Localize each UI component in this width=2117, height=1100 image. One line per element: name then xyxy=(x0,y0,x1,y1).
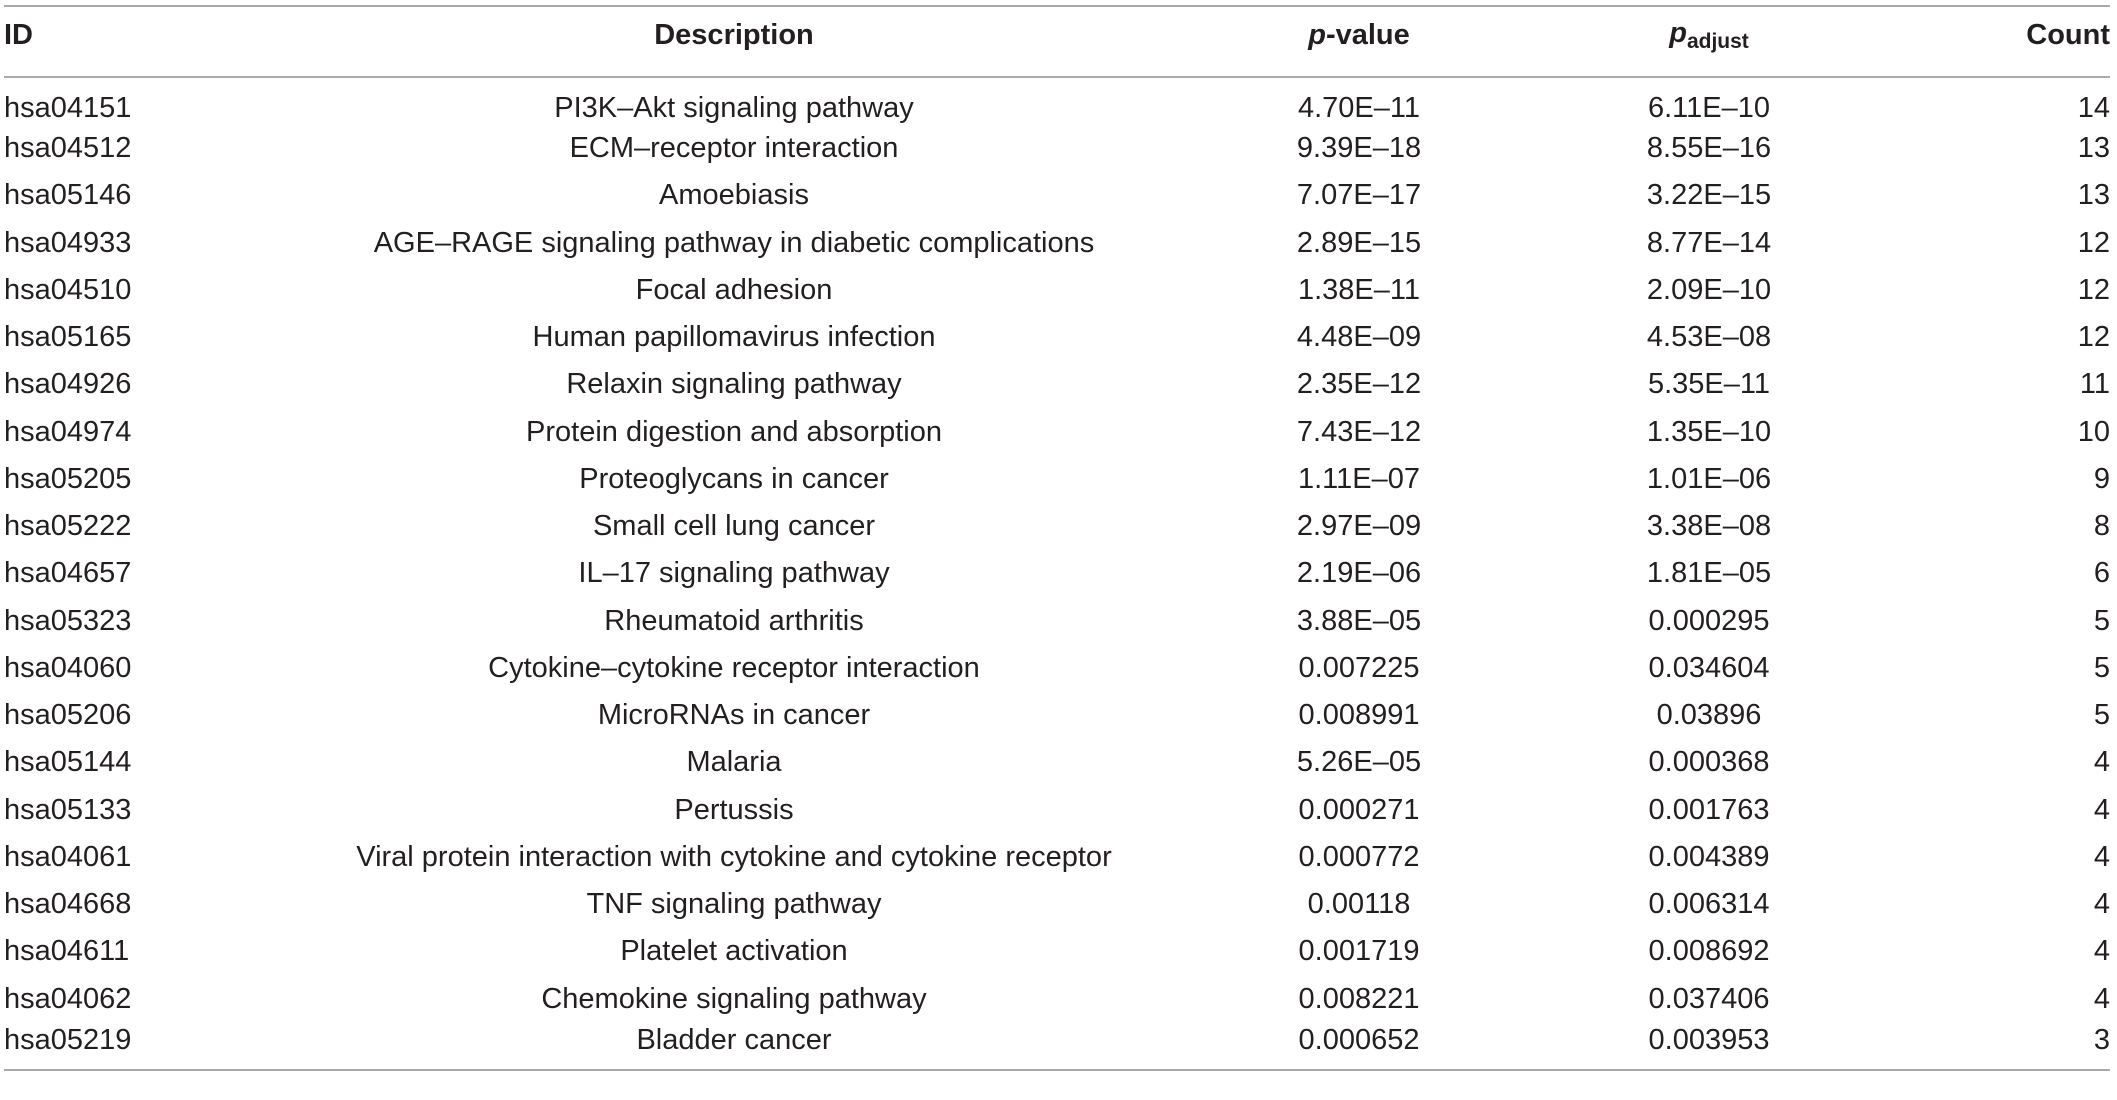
header-pvalue-rest: -value xyxy=(1325,19,1410,51)
header-description: Description xyxy=(284,6,1184,77)
cell-description: Pertussis xyxy=(674,793,794,826)
table-row xyxy=(4,77,2110,125)
cell-count: 9 xyxy=(2093,462,2110,495)
cell-padjust: 3.38E–08 xyxy=(1646,510,1772,543)
header-padjust-subscript: adjust xyxy=(1686,30,1749,53)
cell-padjust: 0.004389 xyxy=(1648,840,1770,873)
table-row xyxy=(4,172,2110,219)
table-row xyxy=(4,220,2110,267)
table-row xyxy=(4,267,2110,314)
cell-description: Proteoglycans in cancer xyxy=(579,462,889,495)
table-row xyxy=(4,598,2110,645)
cell-id: hsa04060 xyxy=(4,651,132,684)
table-row xyxy=(4,409,2110,456)
cell-padjust: 1.01E–06 xyxy=(1646,462,1772,495)
cell-id: hsa04510 xyxy=(4,273,132,306)
cell-count: 14 xyxy=(2077,92,2110,124)
cell-padjust: 0.034604 xyxy=(1648,651,1770,684)
cell-id: hsa04926 xyxy=(4,368,132,401)
header-pvalue xyxy=(1184,6,1534,77)
cell-pvalue: 2.35E–12 xyxy=(1296,368,1422,401)
cell-pvalue: 0.00118 xyxy=(1307,888,1411,921)
table-row xyxy=(4,739,2110,786)
cell-id: hsa05323 xyxy=(4,604,132,637)
cell-padjust: 3.22E–15 xyxy=(1646,179,1772,212)
cell-pvalue: 7.07E–17 xyxy=(1296,179,1422,212)
enrichment-table-container xyxy=(4,5,2110,1071)
cell-count: 13 xyxy=(2077,179,2110,212)
cell-pvalue: 0.008221 xyxy=(1298,982,1420,1015)
cell-description: Protein digestion and absorption xyxy=(526,415,942,448)
cell-id: hsa05206 xyxy=(4,699,132,732)
cell-description: IL–17 signaling pathway xyxy=(578,557,890,590)
cell-count: 3 xyxy=(1884,1023,2110,1070)
cell-id: hsa05133 xyxy=(4,793,132,826)
cell-count: 12 xyxy=(2077,226,2110,259)
cell-pvalue: 2.89E–15 xyxy=(1296,226,1422,259)
cell-pvalue: 0.007225 xyxy=(1298,651,1420,684)
cell-pvalue: 4.70E–11 xyxy=(1297,92,1421,124)
cell-description: TNF signaling pathway xyxy=(586,888,882,921)
cell-count: 4 xyxy=(2093,793,2110,826)
cell-count: 12 xyxy=(2077,273,2110,306)
header-count: Count xyxy=(1884,6,2110,77)
table-row xyxy=(4,645,2110,692)
cell-id: hsa04657 xyxy=(4,557,132,590)
table-row xyxy=(4,928,2110,975)
cell-padjust: 6.11E–10 xyxy=(1647,92,1771,124)
cell-padjust: 0.037406 xyxy=(1648,982,1770,1015)
cell-pvalue: 9.39E–18 xyxy=(1296,132,1422,165)
cell-description: Rheumatoid arthritis xyxy=(604,604,864,637)
cell-pvalue: 0.001719 xyxy=(1298,935,1420,968)
table-row xyxy=(4,314,2110,361)
header-padjust xyxy=(1534,6,1884,77)
table-row xyxy=(4,787,2110,834)
cell-id: hsa04062 xyxy=(4,982,132,1015)
cell-padjust: 0.003953 xyxy=(1534,1023,1884,1070)
cell-padjust: 0.008692 xyxy=(1648,935,1770,968)
cell-pvalue: 1.11E–07 xyxy=(1297,462,1421,495)
cell-pvalue: 0.000772 xyxy=(1298,840,1420,873)
kegg-enrichment-table xyxy=(4,5,2110,1071)
table-row xyxy=(4,361,2110,408)
cell-pvalue: 4.48E–09 xyxy=(1296,321,1422,354)
cell-id: hsa04668 xyxy=(4,888,132,921)
cell-padjust: 4.53E–08 xyxy=(1646,321,1772,354)
table-row xyxy=(4,503,2110,550)
cell-count: 5 xyxy=(2093,699,2110,732)
cell-description: Amoebiasis xyxy=(659,179,809,212)
cell-count: 4 xyxy=(2093,840,2110,873)
cell-pvalue: 1.38E–11 xyxy=(1297,273,1421,306)
cell-id: hsa04151 xyxy=(4,92,132,124)
cell-description: Relaxin signaling pathway xyxy=(566,368,902,401)
table-row xyxy=(4,692,2110,739)
cell-pvalue: 7.43E–12 xyxy=(1296,415,1422,448)
cell-description: Malaria xyxy=(686,746,782,779)
header-pvalue-p: p xyxy=(1308,19,1326,51)
table-body xyxy=(4,77,2110,1070)
cell-description: AGE–RAGE signaling pathway in diabetic complications xyxy=(373,226,1095,259)
cell-description: MicroRNAs in cancer xyxy=(597,699,871,732)
cell-id: hsa05222 xyxy=(4,510,132,543)
cell-description: Focal adhesion xyxy=(635,273,833,306)
cell-padjust: 0.006314 xyxy=(1648,888,1770,921)
cell-count: 12 xyxy=(2077,321,2110,354)
cell-description: Platelet activation xyxy=(620,935,848,968)
cell-padjust: 1.35E–10 xyxy=(1646,415,1772,448)
table-row xyxy=(4,881,2110,928)
cell-id: hsa04611 xyxy=(4,935,130,968)
cell-description: Human papillomavirus infection xyxy=(532,321,936,354)
cell-pvalue: 0.000271 xyxy=(1298,793,1420,826)
cell-padjust: 0.000295 xyxy=(1648,604,1770,637)
table-row xyxy=(4,834,2110,881)
cell-padjust: 0.001763 xyxy=(1648,793,1770,826)
cell-description: Viral protein interaction with cytokine and cytokine receptor xyxy=(356,840,1112,873)
cell-id: hsa05219 xyxy=(4,1023,284,1070)
cell-id: hsa04933 xyxy=(4,226,132,259)
cell-padjust: 5.35E–11 xyxy=(1647,368,1771,401)
header-padjust-p: p xyxy=(1669,17,1687,49)
cell-id: hsa04061 xyxy=(4,840,132,873)
cell-count: 8 xyxy=(2093,510,2110,543)
cell-id: hsa05146 xyxy=(4,179,132,212)
table-header xyxy=(4,6,2110,77)
cell-pvalue: 2.97E–09 xyxy=(1296,510,1422,543)
cell-count: 13 xyxy=(2077,132,2110,165)
cell-id: hsa05144 xyxy=(4,746,132,779)
cell-pvalue: 2.19E–06 xyxy=(1296,557,1422,590)
cell-pvalue: 0.000652 xyxy=(1184,1023,1534,1070)
cell-count: 4 xyxy=(2093,982,2110,1015)
cell-count: 11 xyxy=(2079,368,2110,401)
cell-id: hsa04974 xyxy=(4,415,132,448)
cell-pvalue: 0.008991 xyxy=(1298,699,1420,732)
table-row xyxy=(4,550,2110,597)
cell-padjust: 0.03896 xyxy=(1656,699,1762,732)
cell-padjust: 1.81E–05 xyxy=(1646,557,1772,590)
cell-padjust: 2.09E–10 xyxy=(1646,273,1772,306)
cell-count: 4 xyxy=(2093,935,2110,968)
cell-pvalue: 3.88E–05 xyxy=(1296,604,1422,637)
cell-count: 6 xyxy=(2093,557,2110,590)
cell-count: 5 xyxy=(2093,604,2110,637)
cell-padjust: 8.77E–14 xyxy=(1646,226,1772,259)
cell-padjust: 8.55E–16 xyxy=(1646,132,1772,165)
header-row xyxy=(4,6,2110,77)
table-row xyxy=(4,125,2110,172)
table-row xyxy=(4,976,2110,1023)
table-row xyxy=(4,1023,2110,1070)
cell-description: Cytokine–cytokine receptor interaction xyxy=(488,651,980,684)
cell-id: hsa05205 xyxy=(4,462,132,495)
cell-description: Chemokine signaling pathway xyxy=(541,982,927,1015)
header-id: ID xyxy=(4,6,284,77)
cell-padjust: 0.000368 xyxy=(1648,746,1770,779)
cell-count: 4 xyxy=(2093,746,2110,779)
table-row xyxy=(4,456,2110,503)
cell-description: ECM–receptor interaction xyxy=(569,132,899,165)
cell-count: 4 xyxy=(2093,888,2110,921)
cell-description: Bladder cancer xyxy=(284,1023,1184,1070)
cell-description: PI3K–Akt signaling pathway xyxy=(554,92,914,124)
cell-id: hsa05165 xyxy=(4,321,132,354)
cell-description: Small cell lung cancer xyxy=(592,510,876,543)
cell-pvalue: 5.26E–05 xyxy=(1296,746,1422,779)
cell-count: 5 xyxy=(2093,651,2110,684)
cell-count: 10 xyxy=(2077,415,2110,448)
cell-id: hsa04512 xyxy=(4,132,132,165)
